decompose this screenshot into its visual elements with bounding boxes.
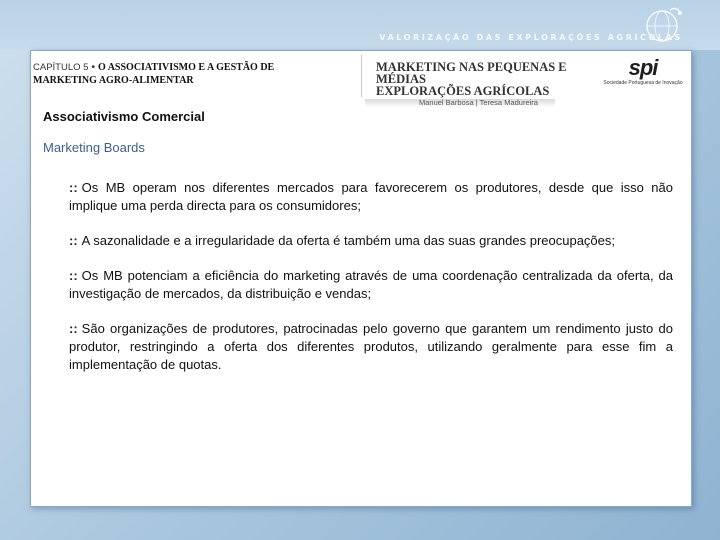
spi-logo-subtitle: Sociedade Portuguesa de Inovação — [603, 80, 683, 86]
content-body — [69, 179, 673, 391]
book-title-line1: MARKETING NAS PEQUENAS E MÉDIAS — [376, 60, 567, 86]
bullet-marker: :: — [69, 233, 78, 248]
book-title-line2: EXPLORAÇÕES AGRÍCOLAS — [376, 84, 550, 98]
globe-icon — [640, 4, 686, 46]
bullet-marker: :: — [69, 180, 78, 195]
series-title: VALORIZAÇÃO DAS EXPLORAÇÕES AGRÍCOLAS — [379, 33, 683, 42]
paragraph — [69, 232, 673, 250]
chapter-bullet: • — [91, 61, 96, 73]
bullet-marker: :: — [69, 321, 78, 336]
slide-header — [31, 51, 691, 107]
header-divider — [361, 55, 362, 97]
paragraph-text: São organizações de produtores, patrocinadas pelo governo que garantem um rendimento justo do produtor, restringindo a oferta dos diferentes produtos, utilizando geralmente para esse fim a implementação de quotas. — [69, 321, 673, 372]
paragraph — [69, 179, 673, 215]
paragraph-text: A sazonalidade e a irregularidade da oferta é também uma das suas grandes preocupações; — [81, 233, 616, 248]
spi-logo — [599, 57, 687, 86]
authors: Manuel Barbosa | Teresa Madureira — [419, 98, 538, 107]
slide-page — [30, 50, 692, 507]
paragraph — [69, 320, 673, 374]
spi-logo-mark: spi — [628, 55, 658, 80]
chapter-label: CAPÍTULO 5 — [33, 62, 89, 73]
book-title — [376, 61, 601, 97]
paragraph-text: Os MB operam nos diferentes mercados para favorecerem os produtores, desde que isso não implique uma perda directa para os consumidores; — [69, 180, 673, 213]
chapter-heading — [33, 61, 353, 87]
subtitle: Marketing Boards — [43, 140, 145, 155]
chapter-title-line2: MARKETING AGRO-ALIMENTAR — [33, 75, 194, 86]
chapter-title-line1: O ASSOCIATIVISMO E A GESTÃO DE — [97, 62, 275, 73]
paragraph — [69, 267, 673, 303]
bullet-marker: :: — [69, 268, 78, 283]
paragraph-text: Os MB potenciam a eficiência do marketing através de uma coordenação centralizada da oferta, da investigação de mercados, da distribuição e vendas; — [69, 268, 673, 301]
section-title: Associativismo Comercial — [43, 109, 205, 124]
